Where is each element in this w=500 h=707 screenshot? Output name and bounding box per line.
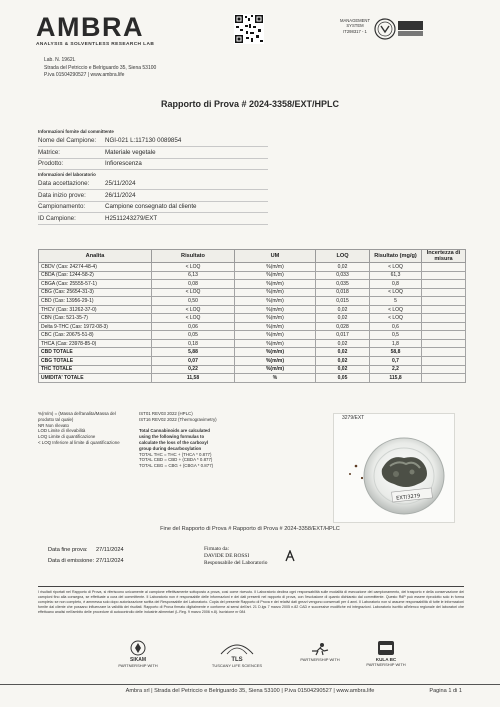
value-cell: 0,6 — [370, 322, 422, 331]
date-row — [48, 545, 124, 556]
value-cell: 0,5 — [370, 331, 422, 340]
lab-row — [38, 202, 268, 214]
value-cell — [422, 305, 466, 314]
value-cell: 0,07 — [152, 357, 235, 366]
analyte-cell: CBD TOTALE — [39, 348, 152, 357]
field-label: Nome del Campione: — [38, 136, 97, 144]
value-cell — [422, 297, 466, 306]
client-section-label: Informazioni fornite dal committente — [38, 129, 114, 134]
runner-logo-icon — [308, 642, 332, 656]
value-cell: %(m/m) — [235, 297, 316, 306]
value-cell: 1,8 — [370, 339, 422, 348]
client-row — [38, 159, 268, 171]
partner-sub: TUSCANY LIFE SCIENCES — [211, 663, 263, 668]
partner-name: KULA BC — [375, 657, 397, 662]
method-line: Total Cannabinoids are calculated — [139, 428, 210, 434]
client-row — [38, 135, 268, 147]
value-cell: < LOQ — [370, 288, 422, 297]
value-cell — [422, 263, 466, 272]
partner-sub: PARTNERSHIP WITH — [366, 662, 406, 667]
col-header: Incertezza di misura — [422, 250, 466, 263]
partner-sub: PARTNERSHIP WITH — [118, 663, 158, 668]
lab-vat: P.iva 01504290527 | www.ambra.life — [44, 72, 125, 78]
cert-line: SYSTEM — [346, 23, 364, 29]
lab-section-label: Informazioni del laboratorio — [38, 172, 96, 177]
col-header: Risultato — [152, 250, 235, 263]
method-line: TOTAL CBD = CBD + (CBDA * 0.877) — [139, 457, 213, 463]
kula-logo-icon — [377, 640, 395, 656]
cert-line: IT298317 - 1 — [343, 28, 367, 34]
partner-tls — [205, 640, 269, 668]
field-label: Campionamento: — [38, 203, 86, 211]
value-cell: 0,7 — [370, 357, 422, 366]
value-cell: %(m/m) — [235, 280, 316, 289]
method-line: IST16 REV02 2022 (Thermogravimetry) — [139, 416, 217, 422]
analyte-cell: CBG TOTALE — [39, 357, 152, 366]
value-cell — [422, 314, 466, 323]
method-line: TOTAL CBG = CBG + (CBGA * 0.877) — [139, 463, 214, 469]
results-table — [38, 249, 466, 383]
disclaimer-text: I risultati riportati nel Rapporto di Prova, si riferiscono unicamente al campione effettivamente sottoposto a prova, così come ricevuto. Il Laboratorio declina ogni responsabilità sulle modalità di esecuzione del campionamento, del trasporto e della conservazione dei campioni fino alla consegna, se effettuate a cura del committente. Il Laboratorio non è responsabile delle informazioni e dei dati presenti nel rapporto di prova, con l'esclusione di quanto dichiarato dal committente. Questo RdP può essere riprodotto solo in forma completa: se non completo, è ammessa solo dopo autorizzazione scritta del Responsabile del Laboratorio. Copia del presente Rapporto di Prova e dei relativi dati grezzi vengono conservati per 4 anni. Il Laboratorio non si assume responsabilità di tutte le informazioni fornite dal cliente che possano influenzare la validità dei risultati. Rapporto di Prova firmato digitalmente e conforme ai sensi dell'art. 21 D.lgs 7 marzo 2005 n.82 CAD e successive modifiche ed integrazioni. Laboratorio iscritto all'elenco regionale dei laboratori che effettuano analisi nell'ambito delle procedure di autocontrollo delle industrie alimentari (L.Reg. 9 marzo 2006 n.8). Iscrizione nr 084 — [38, 586, 464, 615]
notes-legend — [38, 411, 128, 446]
report-end-line: Fine del Rapporto di Prova # Rapporto di Prova # 2024-3358/EXT/HPLC — [160, 526, 340, 532]
value-cell: < LOQ — [152, 305, 235, 314]
field-label: Data fine prova: — [48, 547, 88, 553]
sample-photo — [333, 413, 455, 523]
value-cell: < LOQ — [152, 288, 235, 297]
note-line: < LOQ Inferiore al limite di quantificazione — [38, 439, 120, 445]
value-cell — [422, 331, 466, 340]
value-cell: 0,50 — [152, 297, 235, 306]
tls-logo-icon — [217, 640, 257, 656]
photo-label: 3279/EXT — [342, 415, 365, 421]
field-value: H2511243279/EXT — [105, 215, 158, 223]
analyte-cell: CBGA (Cas: 25555-57-1) — [39, 280, 152, 289]
value-cell: %(m/m) — [235, 322, 316, 331]
value-cell — [422, 357, 466, 366]
method-line: group during decarboxylation — [139, 445, 202, 451]
value-cell: 0,028 — [316, 322, 370, 331]
value-cell: 0,033 — [316, 271, 370, 280]
table-row — [39, 348, 466, 357]
value-cell: 0,018 — [316, 288, 370, 297]
table-row — [39, 280, 466, 289]
value-cell: 0,08 — [152, 280, 235, 289]
certification-block — [340, 16, 424, 44]
table-row — [39, 271, 466, 280]
value-cell — [422, 374, 466, 383]
value-cell: 0,06 — [152, 322, 235, 331]
value-cell: 0,015 — [316, 297, 370, 306]
lab-number: Lab. N. 1962L — [44, 57, 76, 63]
lab-street: Strada del Petriccio e Belriguardo 35, Siena 53100 — [44, 64, 157, 71]
table-row — [39, 339, 466, 348]
field-value: Infiorescenza — [105, 160, 142, 168]
col-header: Risultato (mg/g) — [370, 250, 422, 263]
value-cell: 0,05 — [316, 374, 370, 383]
value-cell: 0,02 — [316, 357, 370, 366]
col-header: Analita — [39, 250, 152, 263]
field-value: 26/11/2024 — [105, 191, 136, 199]
logo-word: AMBRA — [36, 12, 144, 42]
value-cell — [422, 322, 466, 331]
table-row — [39, 288, 466, 297]
date-row — [48, 556, 124, 567]
table-row — [39, 305, 466, 314]
partner-kula — [366, 640, 406, 667]
analyte-cell: CBD (Cas: 13956-29-1) — [39, 297, 152, 306]
analyte-cell: CBC (Cas: 20675-51-8) — [39, 331, 152, 340]
bureau-veritas-seal-icon — [374, 16, 424, 44]
analyte-cell: CBG (Cas: 25654-31-3) — [39, 288, 152, 297]
value-cell — [422, 339, 466, 348]
note-line: NR Non rilevato — [38, 422, 69, 428]
note-line: prodotto tal quale) — [38, 416, 74, 422]
value-cell: 61,3 — [370, 271, 422, 280]
value-cell: 0,02 — [316, 305, 370, 314]
partner-name: SIKAM — [129, 657, 147, 663]
value-cell: %(m/m) — [235, 357, 316, 366]
jar-tag-text: EXT/3279 — [395, 493, 421, 502]
client-row — [38, 147, 268, 159]
page-number: Pagina 1 di 1 — [429, 688, 462, 694]
ambra-logo — [36, 14, 154, 47]
value-cell: < LOQ — [152, 314, 235, 323]
field-value: Campione consegnato dal cliente — [105, 203, 197, 211]
value-cell — [422, 365, 466, 374]
value-cell: < LOQ — [152, 263, 235, 272]
col-header: LOQ — [316, 250, 370, 263]
value-cell: 0,02 — [316, 314, 370, 323]
analyte-cell: CBN (Cas: 521-35-7) — [39, 314, 152, 323]
value-cell: %(m/m) — [235, 271, 316, 280]
qr-code-icon — [234, 14, 264, 44]
field-label: Data accettazione: — [38, 179, 90, 187]
lab-address — [44, 57, 156, 80]
field-label: ID Campione: — [38, 215, 76, 223]
note-line: %(m/m) = (Massa dell'analita/Massa del — [38, 411, 116, 416]
table-row — [39, 331, 466, 340]
signer-name: DAVIDE DE ROSSI — [204, 552, 250, 559]
lab-row — [38, 178, 268, 190]
page-footer — [0, 684, 500, 698]
note-line: LOD Limite di rilevabilità — [38, 428, 86, 434]
signer-role: Responsabile del Laboratorio — [204, 559, 268, 566]
value-cell: %(m/m) — [235, 314, 316, 323]
field-value: 27/11/2024 — [96, 558, 124, 564]
lab-row — [38, 190, 268, 202]
lab-row — [38, 213, 268, 225]
method-line: IST01 REV03 2022 (HPLC) — [139, 411, 193, 416]
field-value: NGI-021 L:117130 0089854 — [105, 136, 182, 144]
partner-sub: PARTNERSHIP WITH — [300, 657, 340, 662]
client-info — [38, 135, 268, 170]
value-cell: 0,22 — [152, 365, 235, 374]
sample-jar-image — [334, 414, 456, 524]
note-line: LOQ Limite di quantificazione — [38, 434, 96, 440]
value-cell: 0,05 — [152, 331, 235, 340]
field-label: Data di emissione: — [48, 558, 95, 564]
sikam-logo-icon — [130, 640, 146, 656]
dates-block — [48, 545, 124, 567]
value-cell: %(m/m) — [235, 331, 316, 340]
value-cell — [422, 271, 466, 280]
value-cell: %(m/m) — [235, 263, 316, 272]
value-cell: 11,58 — [152, 374, 235, 383]
signer-line: Firmato da: — [204, 546, 230, 552]
analyte-cell: CBDA (Cas: 1244-58-2) — [39, 271, 152, 280]
footer-text: Ambra srl | Strada del Petriccio e Belriguardo 35, Siena 53100 | P.iva 01504290527 | www.ambra.life — [125, 688, 375, 694]
value-cell: %(m/m) — [235, 339, 316, 348]
value-cell: 5 — [370, 297, 422, 306]
field-value: Materiale vegetale — [105, 148, 156, 156]
cert-line: MANAGEMENT — [340, 18, 371, 23]
value-cell — [422, 280, 466, 289]
value-cell: 6,13 — [152, 271, 235, 280]
methods-block — [139, 411, 259, 469]
partner-logos — [0, 640, 500, 680]
analyte-cell: Delta 9-THC (Cas: 1972-08-3) — [39, 322, 152, 331]
value-cell: 2,2 — [370, 365, 422, 374]
table-row — [39, 374, 466, 383]
field-label: Matrice: — [38, 148, 61, 156]
analyte-cell: UMIDITA' TOTALE — [39, 374, 152, 383]
value-cell: 0,02 — [316, 339, 370, 348]
value-cell: %(m/m) — [235, 365, 316, 374]
digital-signature-icon — [284, 550, 296, 562]
value-cell: 115,8 — [370, 374, 422, 383]
lab-info — [38, 178, 268, 225]
analyte-cell: THCV (Cas: 31262-37-0) — [39, 305, 152, 314]
partner-sikam — [118, 640, 158, 668]
logo-subtitle: ANALYSIS & SOLVENTLESS RESEARCH LAB — [36, 42, 155, 47]
analyte-cell: THC TOTALE — [39, 365, 152, 374]
report-title: Rapporto di Prova # 2024-3358/EXT/HPLC — [160, 99, 340, 109]
field-label: Prodotto: — [38, 160, 64, 168]
value-cell: 58,8 — [370, 348, 422, 357]
signer-block — [204, 546, 267, 566]
value-cell: % — [235, 374, 316, 383]
method-line: using the following formulas to — [139, 434, 205, 440]
value-cell: %(m/m) — [235, 348, 316, 357]
value-cell: < LOQ — [370, 305, 422, 314]
field-label: Data inizio prove: — [38, 191, 86, 199]
value-cell: 0,8 — [370, 280, 422, 289]
value-cell: 0,017 — [316, 331, 370, 340]
value-cell: %(m/m) — [235, 305, 316, 314]
value-cell: 0,02 — [316, 263, 370, 272]
method-line: calculate the loss of the carboxyl — [139, 439, 209, 445]
table-row — [39, 297, 466, 306]
table-row — [39, 365, 466, 374]
value-cell: < LOQ — [370, 263, 422, 272]
col-header: UM — [235, 250, 316, 263]
value-cell: 0,18 — [152, 339, 235, 348]
value-cell: 5,88 — [152, 348, 235, 357]
table-row — [39, 314, 466, 323]
analyte-cell: THCA (Cas: 23978-85-0) — [39, 339, 152, 348]
table-header-row — [39, 250, 466, 263]
value-cell — [422, 348, 466, 357]
table-row — [39, 263, 466, 272]
value-cell: %(m/m) — [235, 288, 316, 297]
value-cell: 0,02 — [316, 365, 370, 374]
analyte-cell: CBDV (Cas: 24274-48-4) — [39, 263, 152, 272]
field-value: 25/11/2024 — [105, 179, 136, 187]
value-cell: < LOQ — [370, 314, 422, 323]
partner-sport — [300, 642, 340, 662]
partner-name: TLS — [231, 657, 243, 663]
table-row — [39, 322, 466, 331]
value-cell: 0,035 — [316, 280, 370, 289]
field-value: 27/11/2024 — [96, 547, 124, 553]
method-line: TOTAL THC = THC + (THCA * 0.877) — [139, 451, 212, 457]
cert-text — [340, 18, 370, 34]
table-row — [39, 357, 466, 366]
value-cell: 0,02 — [316, 348, 370, 357]
value-cell — [422, 288, 466, 297]
